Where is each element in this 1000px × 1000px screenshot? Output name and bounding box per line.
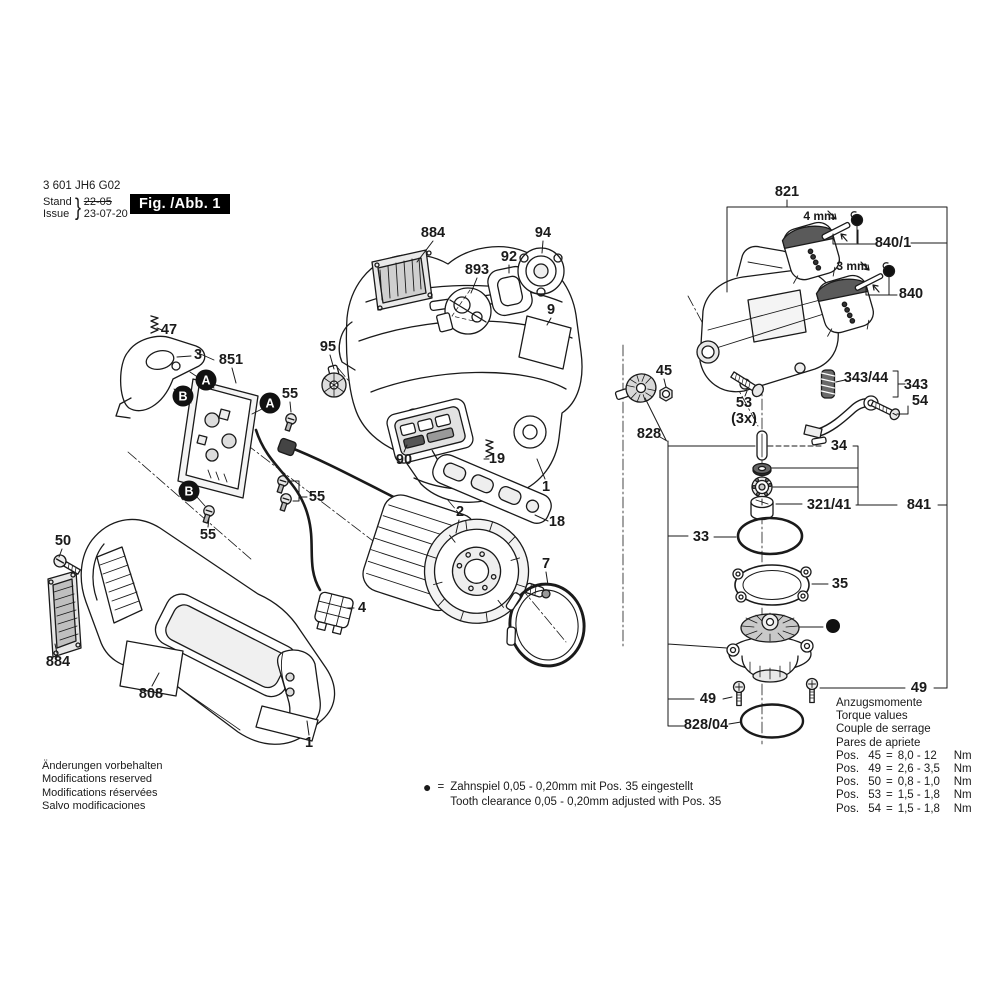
part-label-821: 821 [774,184,800,200]
crown-gear-flange-assembly [727,613,813,682]
stand-label: Stand [43,195,72,208]
screw-49-right [807,679,818,703]
part-label-828: 828 [636,426,662,442]
o-ring-828-04 [741,705,803,738]
part-label-851: 851 [218,352,244,368]
part-label-33: 33 [692,529,710,545]
part-label-828-04: 828/04 [683,717,729,733]
part-label-893: 893 [464,262,490,278]
part-label-54: 54 [911,393,929,409]
part-label-49-right: 49 [910,680,928,696]
torque-row: Pos. 50 = 0,8 - 1,0 Nm [836,776,972,789]
screw-55-c [200,504,215,524]
torque-row: Pos. 54 = 1,5 - 1,8 Nm [836,802,972,815]
part-label-45: 45 [655,363,673,379]
issue-block [43,193,128,221]
screw-54 [870,398,901,421]
modifications-block [42,760,162,814]
torque-row: Pos. 45 = 8,0 - 12 Nm [836,749,972,762]
part-label-50: 50 [54,533,72,549]
modifications-fr: Modifications réservées [42,786,158,799]
part-label-19: 19 [488,451,506,467]
vent-grille-884-left [48,571,81,657]
torque-header-en: Torque values [836,710,908,723]
part-label-808: 808 [138,686,164,702]
modifications-es: Salvo modificaciones [42,800,146,813]
part-label-840-1: 840/1 [874,235,912,251]
torque-row: Pos. 49 = 2,6 - 3,5 Nm [836,763,972,776]
part-label-3: 3 [193,347,203,363]
part-label-35: 35 [831,576,849,592]
o-ring-33 [738,518,802,554]
part-label-884-top: 884 [420,225,446,241]
type-number: 3 601 JH6 G02 [43,180,121,192]
part-label-94: 94 [534,225,552,241]
washer [753,464,771,476]
part-label-9: 9 [546,302,556,318]
dim-label-4mm: 4 mm [803,209,835,223]
part-label-1-lower: 1 [304,735,314,751]
part-label-95: 95 [319,339,337,355]
part-label-343: 343 [903,377,929,393]
torque-header-es: Pares de apriete [836,736,921,749]
part-label-1-upper: 1 [541,479,551,495]
note-dot-icon: ● [423,779,432,795]
part-label-7: 7 [541,556,551,572]
issue-date: 23-07-20 [83,208,128,220]
part-label-92: 92 [500,249,518,265]
document-header [43,180,128,221]
part-label-34: 34 [830,438,848,454]
part-label-841: 841 [906,497,932,513]
part-label-53: 53 [735,395,753,411]
sleeve-321-41 [751,497,773,520]
part-label-840: 840 [898,286,924,302]
tooth-clearance-note [423,780,721,809]
issue-brace: } [74,193,81,221]
part-label-47: 47 [160,322,178,338]
note-equals: = [437,781,445,793]
torque-header-de: Anzugsmomente [836,697,923,709]
part-label-4: 4 [357,600,367,616]
gasket-35 [733,565,811,605]
pin-34 [757,431,767,460]
screw-49-left [734,682,745,706]
dim-label-3mm: 3 mm [836,259,868,273]
screw-55-b2 [277,492,292,512]
part-label-18: 18 [548,514,566,530]
part-label-49-left: 49 [699,691,717,707]
spring-343-44 [822,370,835,398]
tooth-clearance-dot [826,619,840,633]
part-label-343-44: 343/44 [843,370,889,386]
part-label-321-41: 321/41 [806,497,852,513]
part-label-55-a: 55 [281,386,299,402]
torque-header-fr: Couple de serrage [836,723,931,736]
part-label-90: 90 [395,452,413,468]
part-label-55-c: 55 [199,527,217,543]
torque-row: Pos. 53 = 1,5 - 1,8 Nm [836,789,972,802]
note-line-de: Zahnspiel 0,05 - 0,20mm mit Pos. 35 eingestellt [450,781,694,793]
part-label-55-b: 55 [308,489,326,505]
figure-title-badge: Fig. /Abb. 1 [130,194,230,214]
torque-table [836,697,972,816]
stand-value-superseded: 22-05 [83,195,112,208]
detail-marker-a-1: A [196,370,217,391]
detail-marker-b-1: B [173,386,194,407]
detail-marker-b-2: B [179,481,200,502]
ball-bearing [752,477,772,497]
pinion-95 [322,365,346,397]
note-line-en: Tooth clearance 0,05 - 0,20mm adjusted with Pos. 35 [450,795,722,808]
part-label-2: 2 [455,504,465,520]
issue-label: Issue [43,208,70,220]
modifications-en: Modifications reserved [42,773,153,786]
modifications-de: Änderungen vorbehalten [42,760,163,772]
part-label-884-left: 884 [45,654,71,670]
detail-marker-a-2: A [260,393,281,414]
part-label-53-qty: (3x) [731,411,757,427]
screw-55-a [282,412,297,432]
